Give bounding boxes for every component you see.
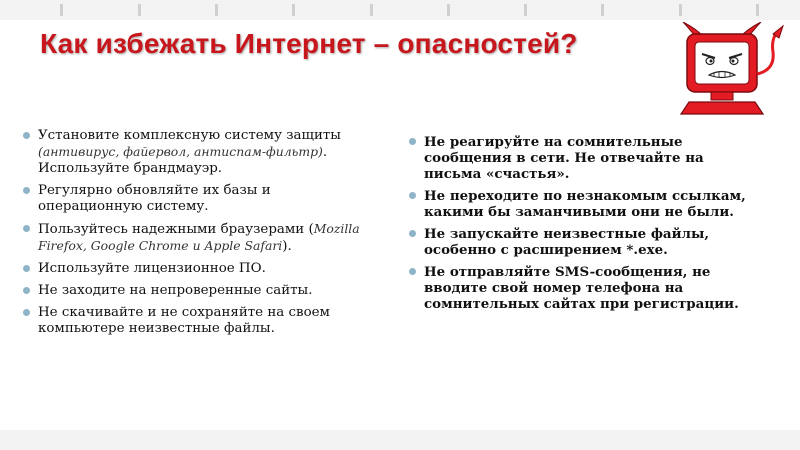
band-tick bbox=[756, 4, 759, 16]
list-item bbox=[408, 264, 758, 312]
left-column bbox=[22, 128, 372, 343]
bullet-icon bbox=[23, 287, 30, 294]
band-tick bbox=[601, 4, 604, 16]
bullet-icon bbox=[23, 132, 30, 139]
list-item bbox=[22, 305, 372, 337]
band-tick bbox=[447, 4, 450, 16]
right-column bbox=[408, 134, 758, 318]
item-text: Не запускайте неизвестные файлы, особенно с расширением *.exe. bbox=[424, 226, 710, 258]
devil-computer-icon bbox=[665, 22, 785, 122]
bullet-icon bbox=[23, 187, 30, 194]
bullet-icon bbox=[409, 138, 416, 145]
band-tick bbox=[292, 4, 295, 16]
item-tail: . Используйте брандмауэр. bbox=[38, 145, 328, 176]
bullet-icon bbox=[23, 309, 30, 316]
list-item bbox=[22, 261, 372, 277]
bullet-icon bbox=[23, 265, 30, 272]
item-text: Пользуйтесь надежными браузерами ( bbox=[38, 222, 314, 237]
list-item bbox=[22, 128, 372, 177]
list-item bbox=[22, 221, 372, 255]
bullet-icon bbox=[409, 230, 416, 237]
item-text: Используйте лицензионное ПО. bbox=[38, 261, 266, 276]
band-tick bbox=[524, 4, 527, 16]
top-band bbox=[0, 0, 800, 20]
item-tail: ). bbox=[282, 239, 292, 254]
item-text: Не скачивайте и не сохраняйте на своем компьютере неизвестные файлы. bbox=[38, 305, 330, 336]
band-tick bbox=[215, 4, 218, 16]
bullet-icon bbox=[23, 225, 30, 232]
item-text: Регулярно обновляйте их базы и операционную систему. bbox=[38, 183, 271, 214]
band-tick bbox=[370, 4, 373, 16]
band-tick bbox=[60, 4, 63, 16]
list-item bbox=[22, 183, 372, 215]
bullet-icon bbox=[409, 268, 416, 275]
bullet-icon bbox=[409, 192, 416, 199]
item-italic: Mozilla Firefox, Google Chrome и Apple Safari bbox=[38, 221, 360, 253]
list-item bbox=[22, 283, 372, 299]
item-text: Не реагируйте на сомнительные сообщения в сети. Не отвечайте на письма «счастья». bbox=[424, 134, 704, 182]
list-item bbox=[408, 188, 758, 220]
list-item bbox=[408, 226, 758, 258]
item-text: Установите комплексную систему защиты bbox=[38, 128, 341, 143]
item-text: Не заходите на непроверенные сайты. bbox=[38, 283, 313, 298]
item-text: Не отправляйте SMS-сообщения, не вводите свой номер телефона на сомнительных сайтах при регистрации. bbox=[424, 264, 739, 312]
item-italic: (антивирус, файервол, антиспам-фильтр) bbox=[38, 144, 323, 159]
item-text: Не переходите по незнакомым ссылкам, какими бы заманчивыми они не были. bbox=[424, 188, 746, 220]
list-item bbox=[408, 134, 758, 182]
bottom-band bbox=[0, 430, 800, 450]
slide-title: Как избежать Интернет – опасностей? bbox=[40, 28, 578, 59]
band-tick bbox=[138, 4, 141, 16]
band-tick bbox=[679, 4, 682, 16]
